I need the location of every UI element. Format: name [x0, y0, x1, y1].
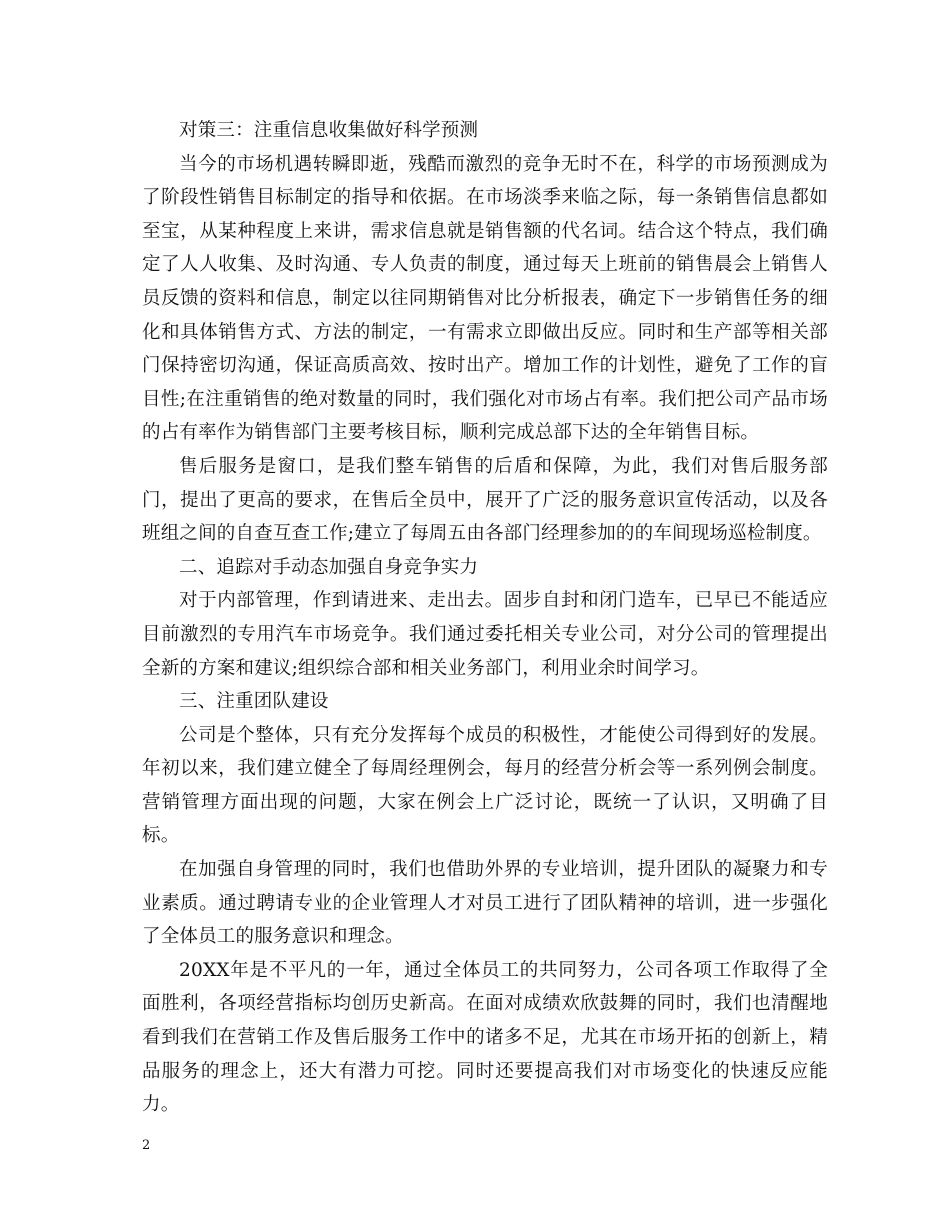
paragraph-company-whole: 公司是个整体，只有充分发挥每个成员的积极性，才能使公司得到好的发展。年初以来，我们建立健全了每周经理例会，每月的经营分析会等一系列例会制度。营销管理方面出现的问题，大家在例会上广泛讨论，既统一了认识，又明确了目标。	[142, 724, 828, 847]
paragraph-year-summary: 20XX年是不平凡的一年，通过全体员工的共同努力，公司各项工作取得了全面胜利，各项经营指标均创历史新高。在面对成绩欢欣鼓舞的同时，我们也清醒地看到我们在营销工作及售后服务工作中的诸多不足，尤其在市场开拓的创新上，精品服务的理念上，还大有潜力可挖。同时还要提高我们对市场变化的快速反应能力。	[142, 959, 828, 1116]
document-body	[142, 114, 828, 1122]
paragraph-market-forecast: 当今的市场机遇转瞬即逝，残酷而激烈的竞争无时不在，科学的市场预测成为了阶段性销售目标制定的指导和依据。在市场淡季来临之际，每一条销售信息都如至宝，从某种程度上来讲，需求信息就是销售额的代名词。结合这个特点，我们确定了人人收集、及时沟通、专人负责的制度，通过每天上班前的销售晨会上销售人员反馈的资料和信息，制定以往同期销售对比分析报表，确定下一步销售任务的细化和具体销售方式、方法的制定，一有需求立即做出反应。同时和生产部等相关部门保持密切沟通，保证高质高效、按时出产。增加工作的计划性，避免了工作的盲目性;在注重销售的绝对数量的同时，我们强化对市场占有率。我们把公司产品市场的占有率作为销售部门主要考核目标，顺利完成总部下达的全年销售目标。	[142, 153, 828, 444]
paragraph-external-training: 在加强自身管理的同时，我们也借助外界的专业培训，提升团队的凝聚力和专业素质。通过聘请专业的企业管理人才对员工进行了团队精神的培训，进一步强化了全体员工的服务意识和理念。	[142, 859, 828, 948]
section-heading-team-building: 三、注重团队建设	[179, 691, 329, 713]
page-number: 2	[142, 1138, 151, 1153]
section-heading-strategy-three: 对策三：注重信息收集做好科学预测	[179, 120, 479, 141]
section-heading-competitor-tracking: 二、追踪对手动态加强自身竞争实力	[179, 556, 479, 578]
paragraph-internal-management: 对于内部管理，作到请进来、走出去。固步自封和闭门造车，已早已不能适应目前激烈的专用汽车市场竞争。我们通过委托相关专业公司，对分公司的管理提出全新的方案和建议;组织综合部和相关业务部门，利用业余时间学习。	[142, 590, 828, 679]
paragraph-after-sales-service: 售后服务是窗口，是我们整车销售的后盾和保障，为此，我们对售后服务部门，提出了更高的要求，在售后全员中，展开了广泛的服务意识宣传活动，以及各班组之间的自查互查工作;建立了每周五由各部门经理参加的的车间现场巡检制度。	[142, 455, 828, 545]
